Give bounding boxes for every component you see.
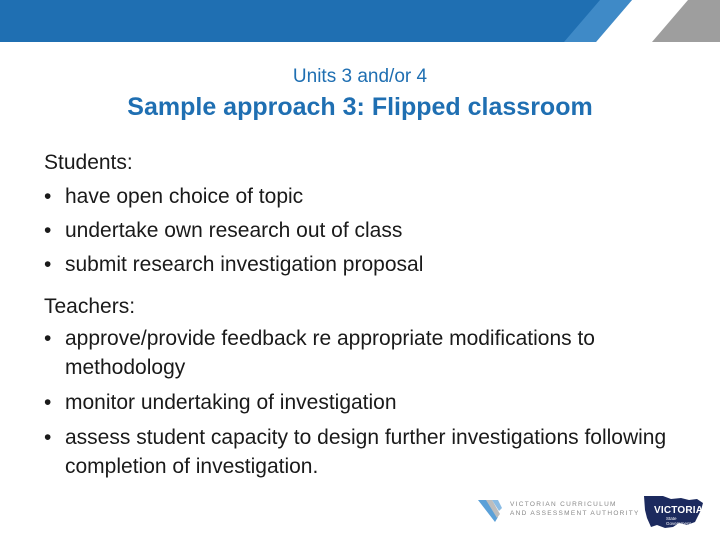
teachers-list — [44, 324, 694, 481]
slide-subtitle: Units 3 and/or 4 — [292, 66, 428, 87]
teachers-section — [44, 290, 694, 481]
banner-grey-band — [652, 0, 720, 42]
students-section — [44, 146, 694, 282]
victoria-subtext — [666, 516, 691, 526]
teachers-item: • monitor undertaking of investigation — [44, 388, 694, 417]
vic-sub-line1: State — [666, 516, 677, 521]
top-banner — [0, 0, 720, 42]
teachers-heading: Teachers: — [44, 295, 136, 318]
slide-content — [44, 146, 694, 481]
slide-title: Sample approach 3: Flipped classroom — [127, 93, 593, 121]
vic-sub-line2: Government — [666, 521, 691, 526]
victoria-government-logo — [641, 494, 705, 530]
vcaa-line1: VICTORIAN CURRICULUM — [510, 501, 617, 508]
banner-blue-band — [0, 0, 632, 42]
victoria-wordmark: VICTORIA — [654, 505, 704, 516]
students-item: • undertake own research out of class — [44, 214, 694, 248]
teachers-item: • approve/provide feedback re appropriate modifications to methodology — [44, 324, 694, 382]
students-list — [44, 180, 694, 282]
students-heading: Students: — [44, 151, 133, 174]
vcaa-line2: AND ASSESSMENT AUTHORITY — [510, 510, 640, 517]
students-item: • submit research investigation proposal — [44, 248, 694, 282]
vcaa-logo — [478, 497, 640, 525]
vcaa-wordmark — [510, 500, 640, 518]
teachers-item: • assess student capacity to design further investigations following completion of investigation. — [44, 423, 694, 481]
students-item: • have open choice of topic — [44, 180, 694, 214]
